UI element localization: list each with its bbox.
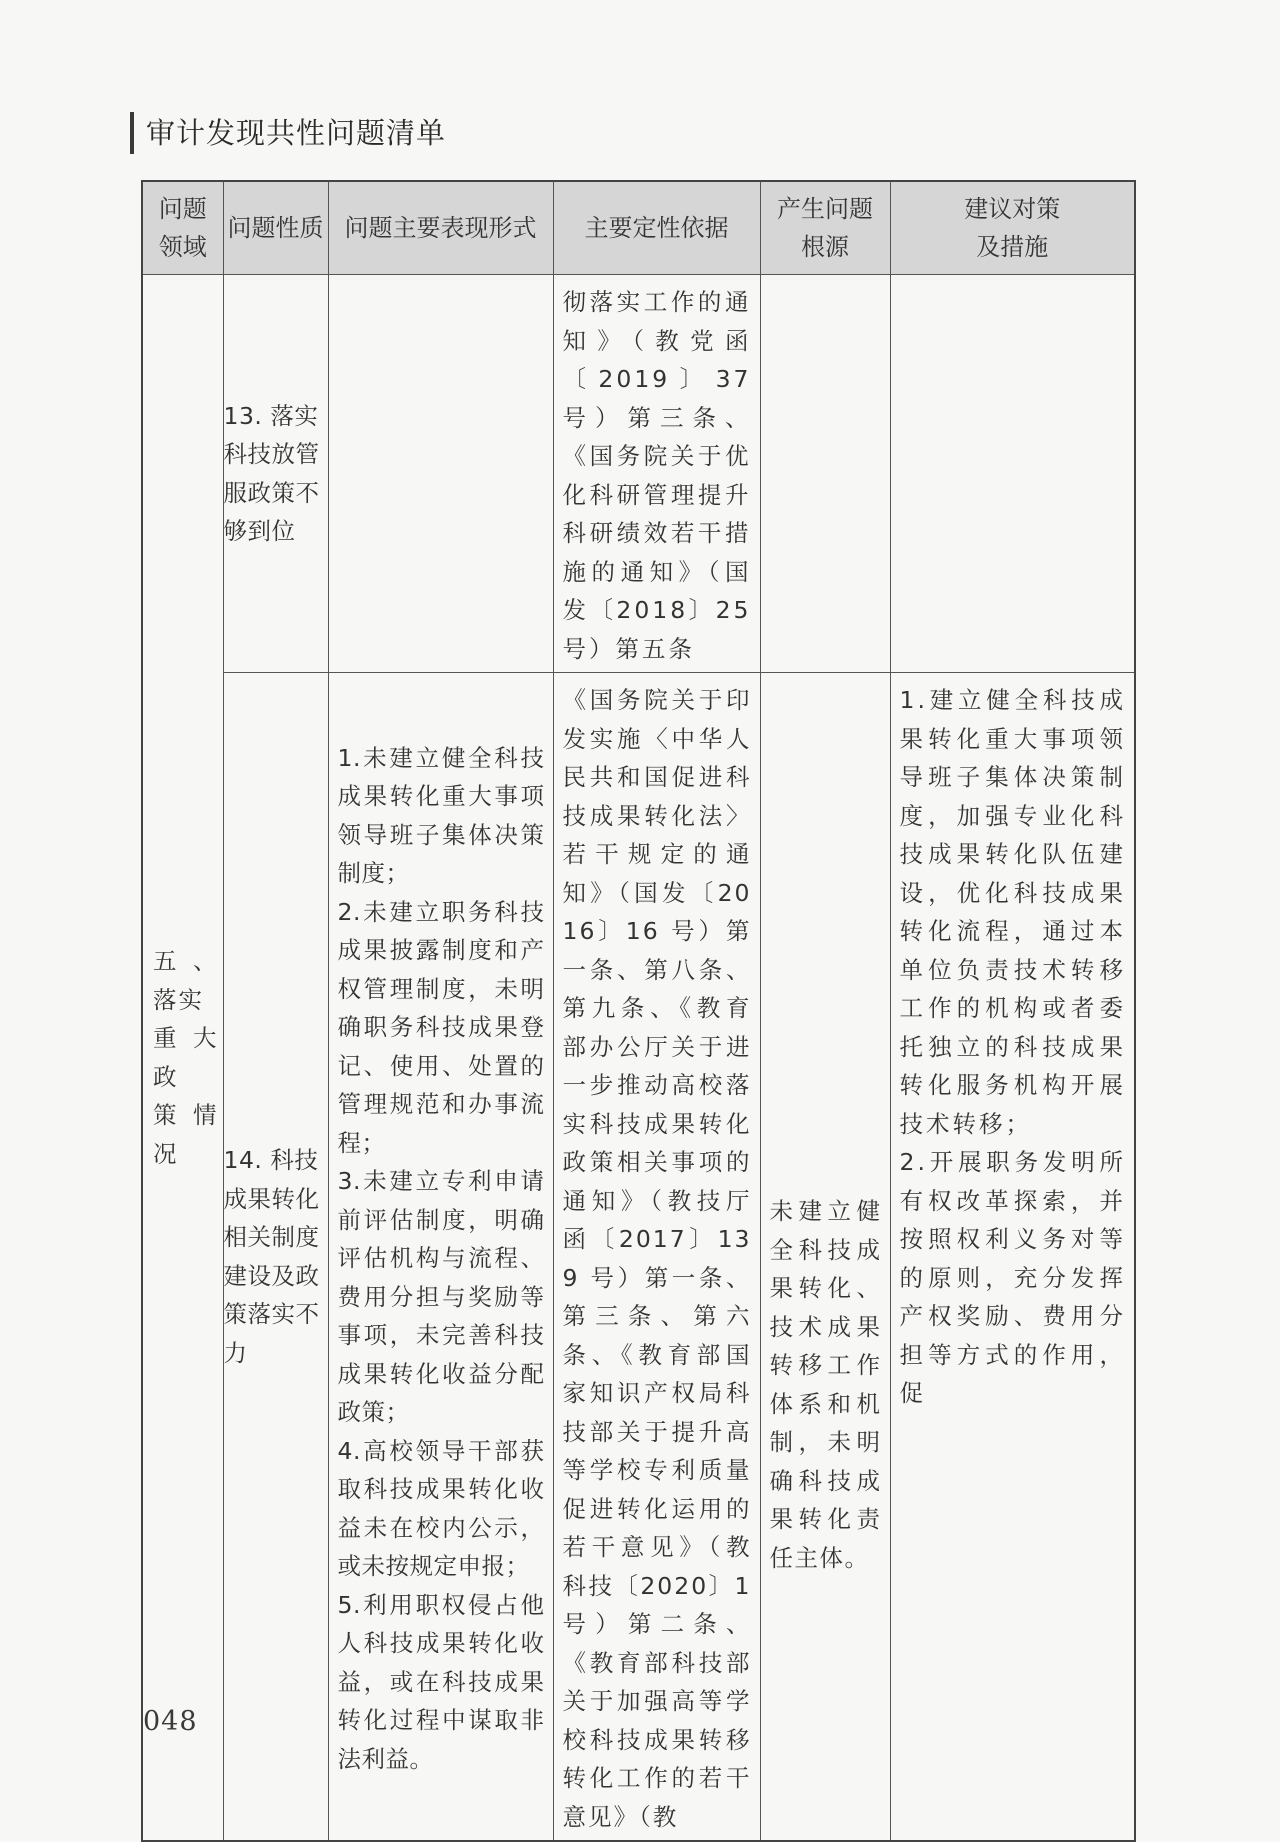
basis-cell bbox=[553, 275, 760, 673]
nature-cell bbox=[223, 673, 328, 1842]
col-header-root: 产生问题 根源 bbox=[760, 181, 890, 275]
suggestion-text: 1.建立健全科技成果转化重大事项领导班子集体决策制度，加强专业化科技成果转化队伍建设，优化科技成果转化流程，通过本单位负责技术转移工作的机构或者委托独立的科技成果转化服务机构开展技术转移； 2.开展职务发明所有权改革探索，并按照权利义务对等的原则，充分发挥产权奖励、费用分担等方式的作用，促 bbox=[899, 686, 1126, 1407]
forms-text bbox=[329, 275, 553, 287]
col-header-basis: 主要定性依据 bbox=[553, 181, 760, 275]
table-header-row bbox=[142, 181, 1135, 275]
root-cell bbox=[760, 673, 890, 1842]
basis-cell bbox=[553, 673, 760, 1842]
forms-text: 1.未建立健全科技成果转化重大事项领导班子集体决策制度； 2.未建立职务科技成果披露制度和产权管理制度，未明确职务科技成果登记、使用、处置的管理规范和办事流程； 3.未建立专利申请前评估制度，明确评估机构与流程、费用分担与奖励等事项，未完善科技成果转化收益分配政策； 4.高校领导干部获取科技成果转化收益未在校内公示，或未按规定申报； 5.利用职权侵占他人科技成果转化收益，或在科技成果转化过程中谋取非法利益。 bbox=[337, 743, 545, 1773]
header-rule bbox=[130, 112, 134, 154]
suggestion-cell bbox=[890, 275, 1135, 673]
running-header-title: 审计发现共性问题清单 bbox=[146, 116, 447, 150]
suggestion-text bbox=[891, 275, 1135, 287]
nature-text: 13. 落实 科技放管 服政策不 够到位 bbox=[223, 401, 320, 545]
issues-table bbox=[141, 180, 1136, 1842]
col-header-suggestion: 建议对策 及措施 bbox=[890, 181, 1135, 275]
table-row bbox=[142, 275, 1135, 673]
root-text: 未建立健全科技成果转化、技术成果转移工作体系和机制，未明确科技成果转化责任主体。 bbox=[769, 1197, 882, 1572]
nature-cell bbox=[223, 275, 328, 673]
domain-text: 五、落实 重大政 策情况 bbox=[153, 947, 219, 1168]
basis-text: 彻落实工作的通知》（教党函〔2019〕37 号）第三条、《国务院关于优化科研管理提升科研绩效若干措施的通知》（国发〔2018〕25号）第五条 bbox=[562, 288, 752, 663]
root-cell bbox=[760, 275, 890, 673]
forms-cell bbox=[328, 673, 553, 1842]
domain-cell bbox=[142, 275, 223, 1842]
suggestion-cell bbox=[890, 673, 1135, 1842]
col-header-domain: 问题 领域 bbox=[142, 181, 223, 275]
col-header-forms: 问题主要表现形式 bbox=[328, 181, 553, 275]
root-text bbox=[761, 275, 890, 287]
col-header-nature: 问题性质 bbox=[223, 181, 328, 275]
page-number: 048 bbox=[143, 1706, 198, 1737]
forms-cell bbox=[328, 275, 553, 673]
basis-text: 《国务院关于印发实施〈中华人民共和国促进科技成果转化法〉若干规定的通知》（国发〔2016〕16 号）第一条、第八条、第九条、《教育部办公厅关于进一步推动高校落实科技成果转化政策相关事项的通知》（教技厅函〔2017〕139 号）第一条、第三条、第六条、《教育部国家知识产权局科技部关于提升高等学校专利质量促进转化运用的若干意见》（教科技〔2020〕1 号）第二条、《教育部科技部关于加强高等学校科技成果转移转化工作的若干意见》（教 bbox=[562, 686, 752, 1831]
table-row bbox=[142, 673, 1135, 1842]
nature-text: 14. 科技 成果转化 相关制度 建设及政 策落实不 力 bbox=[223, 1146, 320, 1367]
